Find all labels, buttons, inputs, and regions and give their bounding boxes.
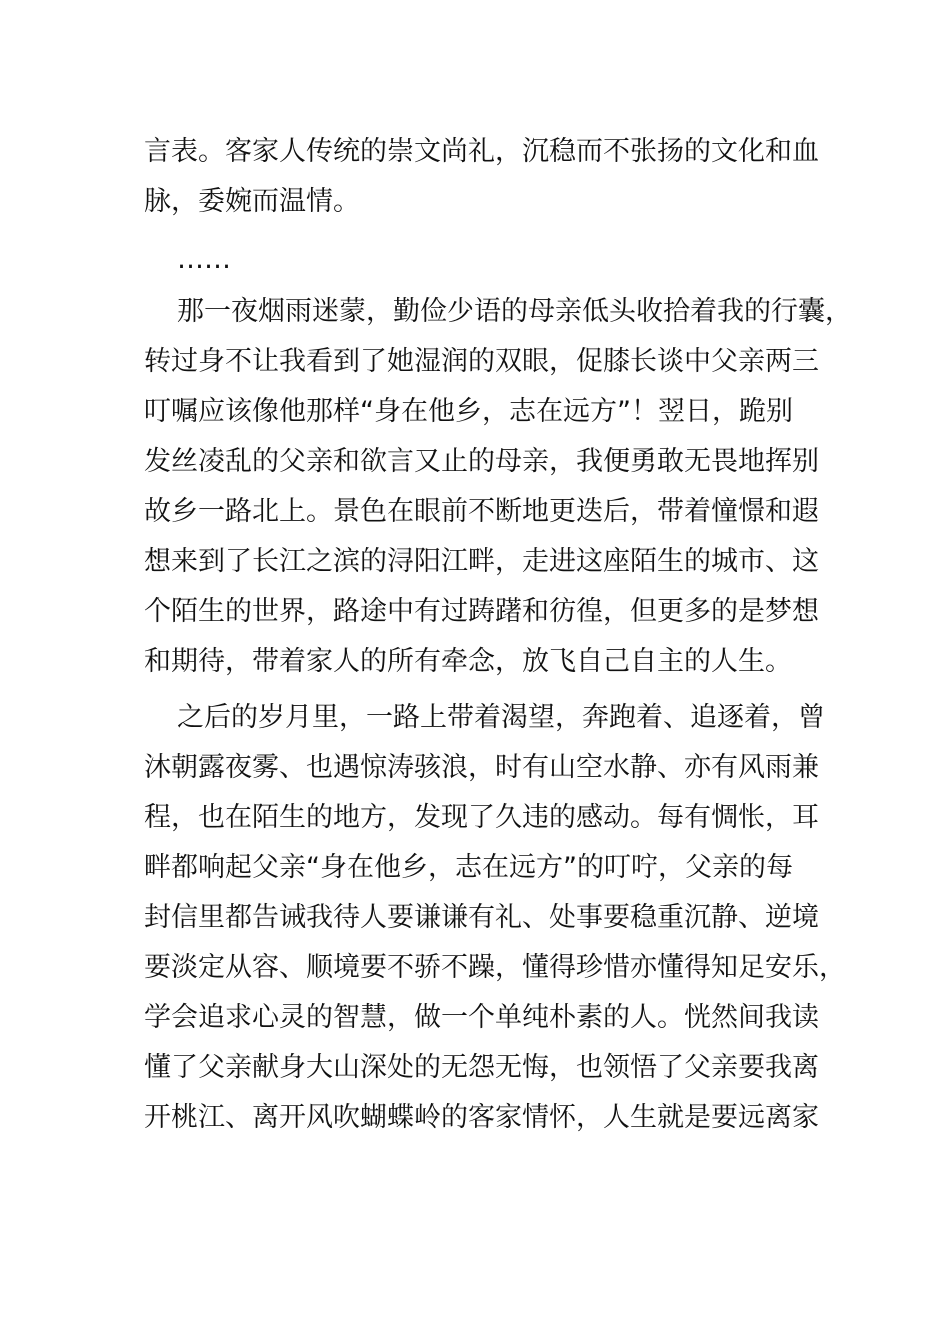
- text-line: 程，也在陌生的地方，发现了久违的感动。每有惆怅，耳: [144, 802, 819, 833]
- text-line: 叮嘱应该像他那样“身在他乡，志在远方”！翌日，跪别: [144, 396, 793, 427]
- text-line: 之后的岁月里，一路上带着渴望，奔跑着、追逐着，曾: [177, 702, 825, 733]
- text-line: 学会追求心灵的智慧，做一个单纯朴素的人。恍然间我读: [144, 1002, 819, 1033]
- text-line: 沐朝露夜雾、也遇惊涛骇浪，时有山空水静、亦有风雨兼: [144, 752, 819, 783]
- text-line: 和期待，带着家人的所有牵念，放飞自己自主的人生。: [144, 646, 792, 677]
- text-line: 封信里都告诫我待人要谦谦有礼、处事要稳重沉静、逆境: [144, 902, 819, 933]
- text-line: 故乡一路北上。景色在眼前不断地更迭后，带着憧憬和遐: [144, 496, 819, 527]
- text-line: 要淡定从容、顺境要不骄不躁，懂得珍惜亦懂得知足安乐，: [144, 952, 846, 983]
- text-line: 脉，委婉而温情。: [144, 186, 360, 217]
- text-line: 想来到了长江之滨的浔阳江畔，走进这座陌生的城市、这: [144, 546, 819, 577]
- text-line: 开桃江、离开风吹蝴蝶岭的客家情怀，人生就是要远离家: [144, 1102, 819, 1133]
- text-line: 个陌生的世界，路途中有过踌躇和彷徨，但更多的是梦想: [144, 596, 819, 627]
- text-line: ……: [177, 244, 231, 275]
- text-line: 那一夜烟雨迷蒙，勤俭少语的母亲低头收拾着我的行囊，: [177, 296, 852, 327]
- text-line: 发丝凌乱的父亲和欲言又止的母亲，我便勇敢无畏地挥别: [144, 446, 819, 477]
- text-line: 言表。客家人传统的崇文尚礼，沉稳而不张扬的文化和血: [144, 136, 819, 167]
- text-line: 懂了父亲献身大山深处的无怨无悔，也领悟了父亲要我离: [144, 1052, 819, 1083]
- text-line: 畔都响起父亲“身在他乡，志在远方”的叮咛，父亲的每: [144, 852, 793, 883]
- paragraph-ellipsis: [144, 235, 814, 285]
- text-line: 转过身不让我看到了她湿润的双眼，促膝长谈中父亲两三: [144, 346, 819, 377]
- paragraph-continuation: [144, 127, 819, 227]
- paragraph: [144, 287, 852, 687]
- paragraph: [144, 693, 846, 1143]
